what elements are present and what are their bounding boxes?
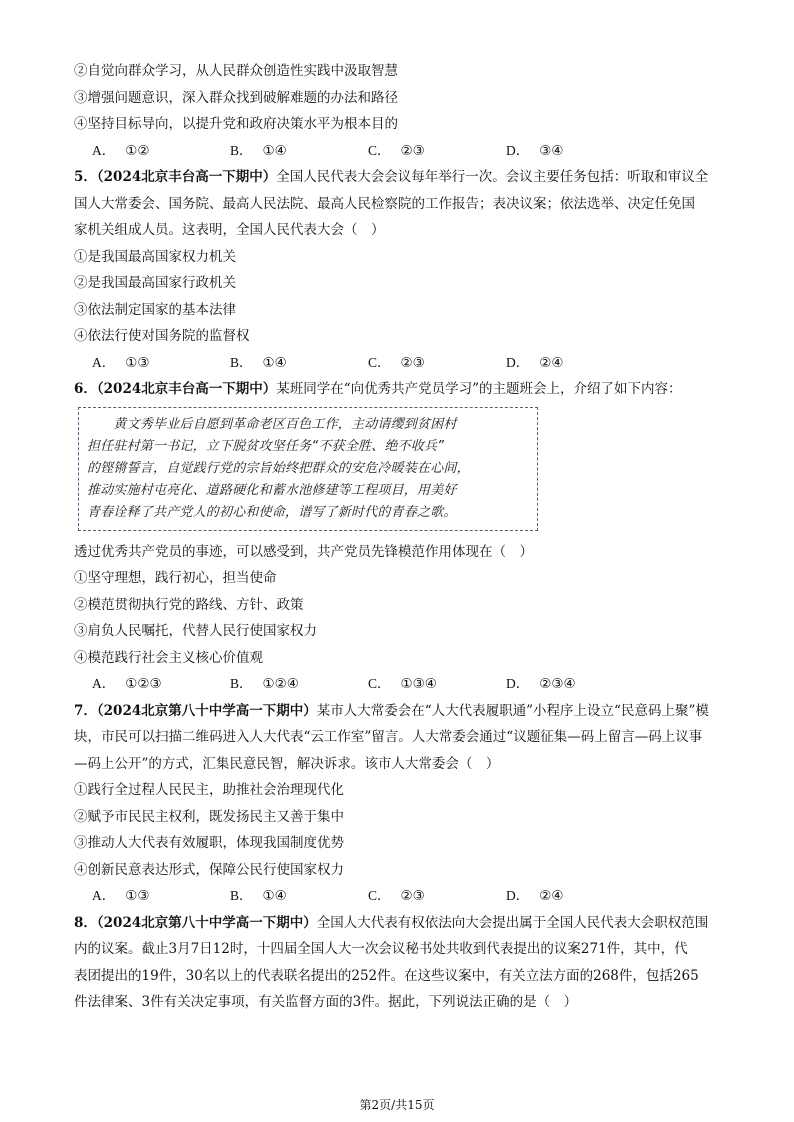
- question-stem-line: 6．（2024北京丰台高一下期中）某班同学在“向优秀共产党员学习”的主题班会上，介绍了如下内容：: [74, 381, 682, 397]
- answer-options: [74, 350, 734, 377]
- question-source: （2024北京丰台高一下期中）: [96, 381, 277, 397]
- option-d[interactable]: D． ③④: [506, 142, 564, 159]
- option-a[interactable]: A． ①③: [92, 354, 150, 371]
- answer-options: [74, 138, 734, 165]
- question-source: （2024北京第八十中学高一下期中）: [96, 702, 317, 719]
- choice-item: ①是我国最高国家权力机关: [74, 248, 236, 265]
- question-stem-line: 件法律案、3件有关决定事项，有关监督方面的3件。据此，下列说法正确的是（ ）: [74, 994, 578, 1010]
- answer-options: [74, 883, 734, 910]
- question-number: 7．: [74, 702, 97, 719]
- option-c[interactable]: C． ①③④: [368, 676, 437, 692]
- question-source: （2024北京第八十中学高一下期中）: [96, 914, 317, 931]
- question-stem-line: 7．（2024北京第八十中学高一下期中）某市人大常委会在“人大代表履职通”小程序上设立“民意码上聚”模: [74, 702, 709, 719]
- choice-item: ④创新民意表达形式，保障公民行使国家权力: [74, 861, 344, 878]
- choice-item: ②赋予市民民主权利，既发扬民主又善于集中: [74, 808, 344, 825]
- choice-item: ③依法制定国家的基本法律: [74, 301, 236, 318]
- option-d[interactable]: D． ②④: [506, 354, 564, 371]
- option-c[interactable]: C． ②③: [368, 888, 425, 904]
- option-d[interactable]: D． ②③④: [506, 676, 576, 692]
- option-b[interactable]: B． ①④: [230, 142, 287, 159]
- quote-line: 担任驻村第一书记，立下脱贫攻坚任务“不获全胜、绝不收兵”: [87, 438, 445, 454]
- answer-options: [74, 671, 734, 698]
- page-content: [74, 58, 734, 1016]
- quote-line: 黄文秀毕业后自愿到革命老区百色工作，主动请缨到贫困村: [87, 416, 457, 432]
- question-stem-line: 内的议案。截止3月7日12时，十四届全国人大一次会议秘书处共收到代表提出的议案271件，其中，代: [74, 941, 688, 957]
- question-source: （2024北京丰台高一下期中）: [96, 169, 277, 185]
- question-stem-line: 表团提出的19件，30名以上的代表联名提出的252件。在这些议案中，有关立法方面的268件，包括265: [74, 967, 699, 984]
- choice-item: ①践行全过程人民民主，助推社会治理现代化: [74, 782, 344, 798]
- question-stem-line: 5．（2024北京丰台高一下期中）全国人民代表大会会议每年举行一次。会议主要任务包括：听取和审议全: [74, 169, 709, 185]
- option-b[interactable]: B． ①④: [230, 354, 287, 371]
- choice-item: ①坚守理想，践行初心，担当使命: [74, 570, 277, 586]
- prev-question: [74, 58, 734, 164]
- quote-line: 推动实施村屯亮化、道路硬化和蓄水池修建等工程项目，用美好: [87, 482, 457, 498]
- question-stem-line: 8．（2024北京第八十中学高一下期中）全国人大代表有权依法向大会提出属于全国人民代表大会职权范围: [74, 914, 709, 931]
- option-c[interactable]: C． ②③: [368, 354, 425, 371]
- question-stem-line: 块，市民可以扫描二维码进入人大代表“云工作室”留言。人大常委会通过“议题征集—码上留言—码上议事: [74, 729, 703, 745]
- question-stem-line: 家机关组成人员。这表明，全国人民代表大会（ ）: [74, 222, 385, 238]
- choice-item: ②是我国最高国家行政机关: [74, 275, 236, 291]
- page-number-footer: 第2页/共15页: [359, 1098, 435, 1112]
- question-number: 5．: [74, 169, 97, 185]
- choice-item: ③肩负人民嘱托，代替人民行使国家权力: [74, 623, 317, 639]
- choice-item: ④坚持目标导向，以提升党和政府决策水平为根本目的: [74, 116, 398, 132]
- option-a[interactable]: A． ①③: [92, 888, 150, 904]
- question-7: [74, 698, 734, 910]
- choice-item: ②自觉向群众学习，从人民群众创造性实践中汲取智慧: [74, 63, 398, 79]
- option-c[interactable]: C． ②③: [368, 142, 425, 159]
- question-8: [74, 910, 734, 1016]
- choice-item: ②模范贯彻执行党的路线、方针、政策: [74, 596, 304, 613]
- option-b[interactable]: B． ①④: [230, 888, 287, 904]
- choice-item: ④模范践行社会主义核心价值观: [74, 649, 263, 666]
- option-a[interactable]: A． ①②: [92, 142, 150, 159]
- question-5: [74, 164, 734, 376]
- quote-line: 的铿锵誓言，自觉践行党的宗旨始终把群众的安危冷暖装在心间，: [87, 460, 470, 476]
- option-d[interactable]: D． ②④: [506, 888, 564, 904]
- question-prompt: 透过优秀共产党员的事迹，可以感受到，共产党员先锋模范作用体现在（ ）: [74, 543, 533, 560]
- option-b[interactable]: B． ①②④: [230, 676, 299, 692]
- material-quote-box: [78, 407, 538, 531]
- choice-item: ③增强问题意识，深入群众找到破解难题的办法和路径: [74, 89, 398, 106]
- question-6: [74, 376, 734, 698]
- option-a[interactable]: A． ①②③: [92, 676, 162, 692]
- choice-item: ③推动人大代表有效履职，体现我国制度优势: [74, 835, 344, 851]
- question-number: 6．: [74, 381, 97, 397]
- question-stem-line: 国人大常委会、国务院、最高人民法院、最高人民检察院的工作报告；表决议案；依法选举、决定任免国: [74, 195, 695, 212]
- quote-line: 青春诠释了共产党人的初心和使命，谱写了新时代的青春之歌。: [87, 504, 457, 520]
- question-stem-line: —码上公开”的方式，汇集民意民智，解决诉求。该市人大常委会（ ）: [74, 755, 500, 772]
- choice-item: ④依法行使对国务院的监督权: [74, 328, 250, 344]
- question-number: 8．: [74, 914, 97, 931]
